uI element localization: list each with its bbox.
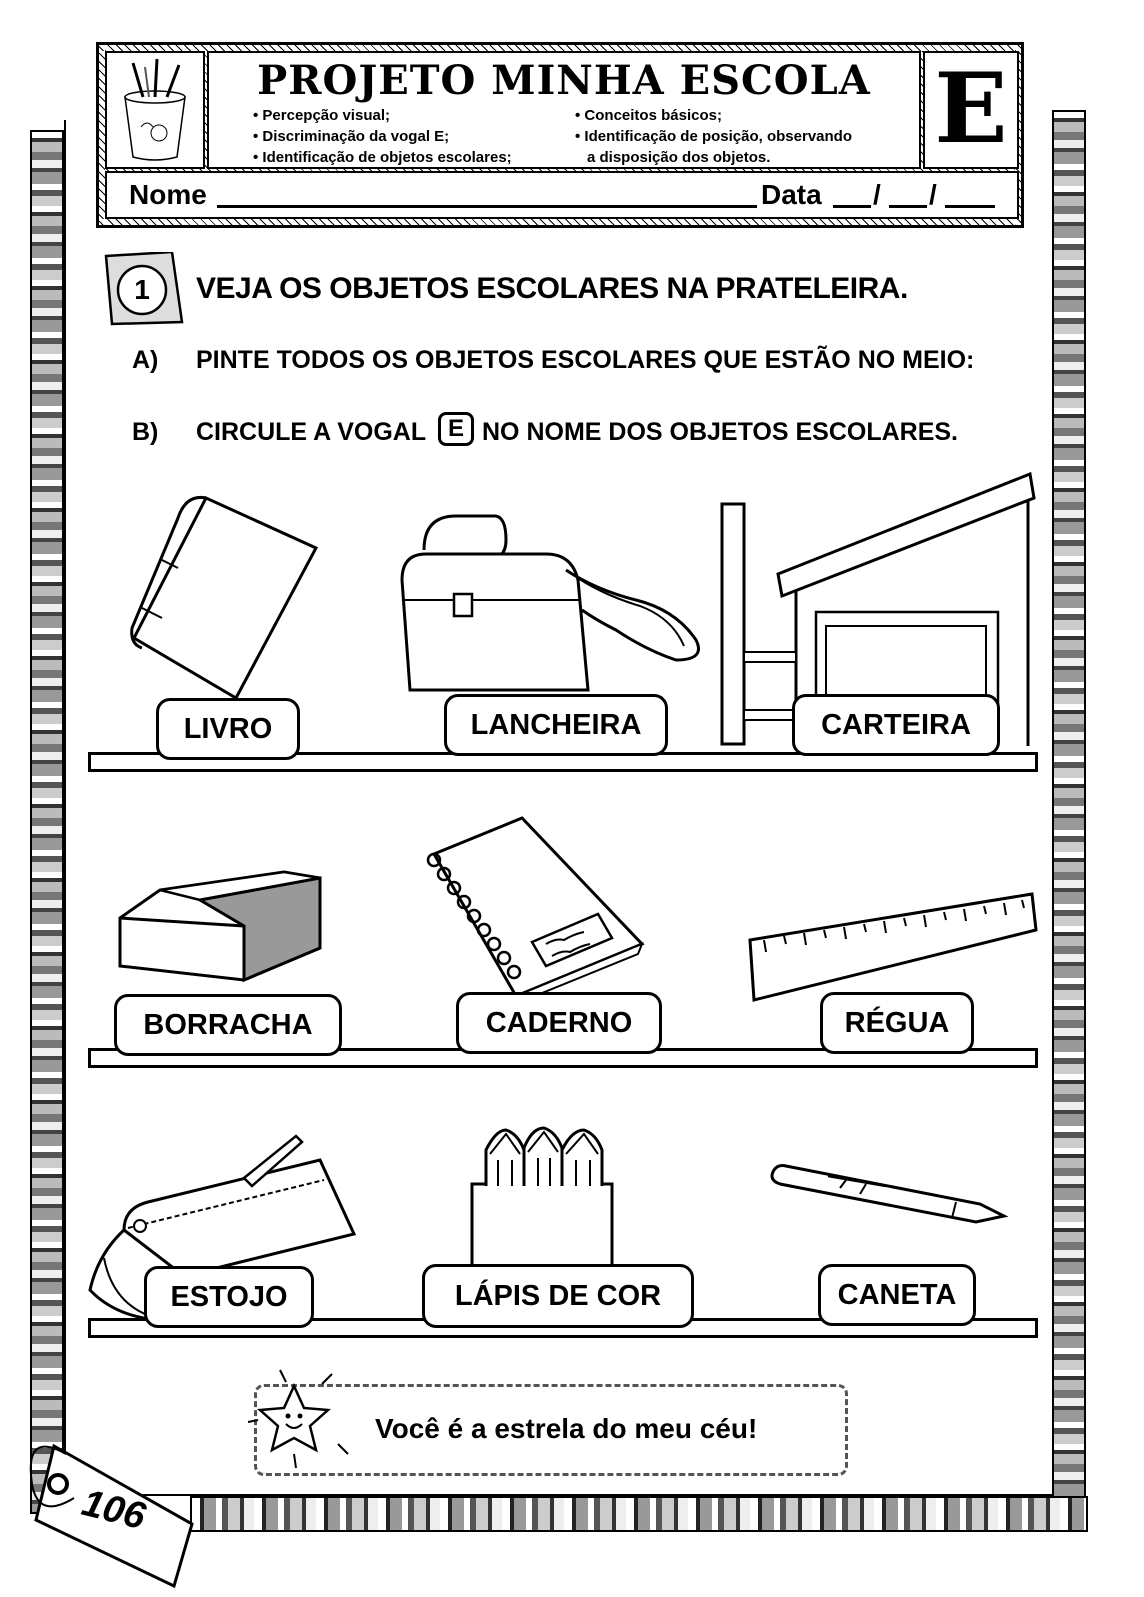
date-month-field[interactable] <box>889 205 927 208</box>
colored-pencils-icon <box>462 1124 622 1284</box>
item-b-letter: B) <box>132 418 159 446</box>
exercise-title: VEJA OS OBJETOS ESCOLARES NA PRATELEIRA. <box>196 272 908 305</box>
vowel-box <box>438 412 474 446</box>
pencil-cup-icon <box>107 53 203 167</box>
objective-item: • Identificação de posição, observando <box>575 128 852 145</box>
objectives-right <box>575 105 852 168</box>
date-day-field[interactable] <box>833 205 871 208</box>
letter-cell <box>923 51 1019 169</box>
date-year-field[interactable] <box>945 205 995 208</box>
word-label-livro[interactable]: LIVRO <box>156 698 300 760</box>
word-label-regua[interactable]: RÉGUA <box>820 992 974 1054</box>
word-label-estojo[interactable]: ESTOJO <box>144 1266 314 1328</box>
item-b-text-after: NO NOME DOS OBJETOS ESCOLARES. <box>482 418 959 446</box>
word-label-caderno[interactable]: CADERNO <box>456 992 662 1054</box>
word-label-lancheira[interactable]: LANCHEIRA <box>444 694 668 756</box>
name-label: Nome <box>129 179 207 210</box>
objective-item: • Conceitos básicos; <box>575 107 722 124</box>
name-field[interactable] <box>217 205 757 208</box>
vowel-box-letter: E <box>447 415 464 442</box>
book-icon <box>126 488 326 708</box>
left-frame-stripe <box>30 130 64 1514</box>
smiling-star-icon <box>240 1356 360 1476</box>
objective-item: • Percepção visual; <box>253 107 390 124</box>
lunchbox-icon <box>396 510 716 710</box>
vowel-letter: E <box>934 52 1008 165</box>
date-separator: / <box>929 179 937 210</box>
page-title: PROJETO MINHA ESCOLA <box>257 57 871 104</box>
word-label-caneta[interactable]: CANETA <box>818 1264 976 1326</box>
date-separator: / <box>873 179 881 210</box>
eraser-icon <box>114 852 324 986</box>
word-label-borracha[interactable]: BORRACHA <box>114 994 342 1056</box>
item-a-letter: A) <box>132 346 159 374</box>
objective-item: • Discriminação da vogal E; <box>253 128 450 145</box>
exercise-number: 1 <box>134 274 150 305</box>
objectives-left <box>253 105 512 168</box>
pen-icon <box>766 1160 1010 1226</box>
exercise-number-badge <box>102 252 184 326</box>
message-text: Você é a estrela do meu céu! <box>375 1413 758 1444</box>
item-a-text: PINTE TODOS OS OBJETOS ESCOLARES QUE ESTÃO NO MEIO: <box>196 346 975 374</box>
page-number: 106 <box>77 1482 150 1539</box>
name-date-row <box>105 171 1019 219</box>
title-cell <box>207 51 921 169</box>
objective-item: a disposição dos objetos. <box>587 149 771 166</box>
header-panel <box>96 42 1024 228</box>
date-label: Data <box>761 179 822 210</box>
pencil-cup-cell <box>105 51 205 169</box>
word-label-lapis-de-cor[interactable]: LÁPIS DE COR <box>422 1264 694 1328</box>
item-b-text-before: CIRCULE A VOGAL <box>196 418 427 446</box>
right-frame-stripe <box>1052 110 1086 1514</box>
notebook-icon <box>416 814 646 1000</box>
word-label-carteira[interactable]: CARTEIRA <box>792 694 1000 756</box>
bottom-frame-stripe <box>190 1496 1088 1532</box>
objective-item: • Identificação de objetos escolares; <box>253 149 512 166</box>
ruler-icon <box>744 890 1040 1006</box>
